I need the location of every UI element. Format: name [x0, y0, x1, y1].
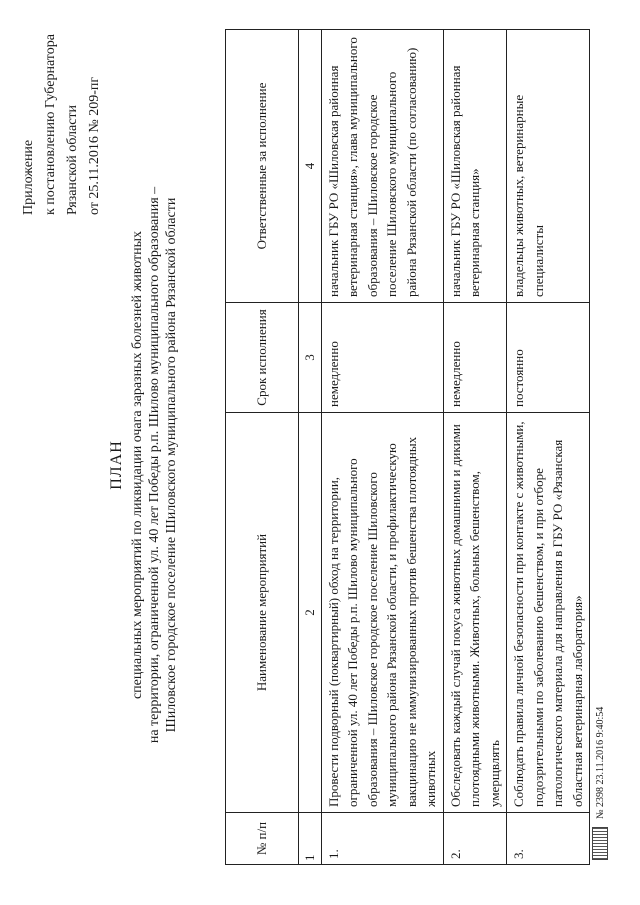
- header-action: Наименование мероприятий: [226, 413, 299, 813]
- table-row: [507, 30, 590, 865]
- row-deadline: немедленно: [443, 303, 507, 413]
- row-number: 3.: [507, 813, 590, 865]
- document-title-block: [105, 85, 180, 845]
- table-row: [321, 30, 443, 865]
- appendix-note: [18, 15, 106, 215]
- column-numbering-row: [299, 30, 322, 865]
- header-responsible: Ответственные за исполнение: [226, 30, 299, 303]
- registration-stamp-text: № 2398 23.11.2016 9:40:54: [594, 706, 606, 819]
- barcode-icon: [592, 827, 608, 860]
- column-number: 2: [299, 413, 322, 813]
- plan-table: [225, 29, 590, 865]
- row-responsible: начальник ГБУ РО «Шиловская районная ветеринарная станция»: [443, 30, 507, 303]
- row-deadline: немедленно: [321, 303, 443, 413]
- registration-stamp: [592, 707, 608, 860]
- appendix-line: от 25.11.2016 № 209-пг: [87, 76, 102, 215]
- table-row: [443, 30, 507, 865]
- header-deadline: Срок исполнения: [226, 303, 299, 413]
- row-number: 2.: [443, 813, 507, 865]
- document-title: ПЛАН: [108, 440, 125, 490]
- appendix-line: Рязанской области: [65, 104, 80, 215]
- row-responsible: начальник ГБУ РО «Шиловская районная ветеринарная станция», глава муниципального образования – Шиловское городское поселение Шиловского муниципального района Рязанской области (по согласованию): [321, 30, 443, 303]
- row-number: 1.: [321, 813, 443, 865]
- title-line: на территории, ограниченной ул. 40 лет Победы р.п. Шилово муниципального образования –: [147, 186, 162, 744]
- title-line: Шиловское городское поселение Шиловского муниципального района Рязанской области: [164, 197, 179, 733]
- row-deadline: постоянно: [507, 303, 590, 413]
- appendix-line: Приложение: [21, 139, 36, 215]
- column-number: 4: [299, 30, 322, 303]
- appendix-line: к постановлению Губернатора: [43, 34, 58, 215]
- title-line: специальных мероприятий по ликвидации очага заразных болезней животных: [130, 230, 145, 700]
- header-number: № п/п: [226, 813, 299, 865]
- row-responsible: владельцы животных, ветеринарные специалисты: [507, 30, 590, 303]
- column-number: 3: [299, 303, 322, 413]
- table-header-row: [226, 30, 299, 865]
- row-action: Провести подворный (поквартирный) обход на территории, ограниченной ул. 40 лет Победы р.п. Шилово муниципального образования – Шиловское городское поселение Шиловского муниципального района Рязанской области, и профилактическую вакцинацию не иммунизированных против бешенства плотоядных животных: [321, 413, 443, 813]
- column-number: 1: [299, 813, 322, 865]
- row-action: Обследовать каждый случай покуса животных домашними и дикими плотоядными животными. Животных, больных бешенством, умерщвлять: [443, 413, 507, 813]
- row-action: Соблюдать правила личной безопасности при контакте с животными, подозрительными по заболеванию бешенством, и при отборе патологического материала для направления в ГБУ РО «Рязанская областная ветеринарная лаборатория»: [507, 413, 590, 813]
